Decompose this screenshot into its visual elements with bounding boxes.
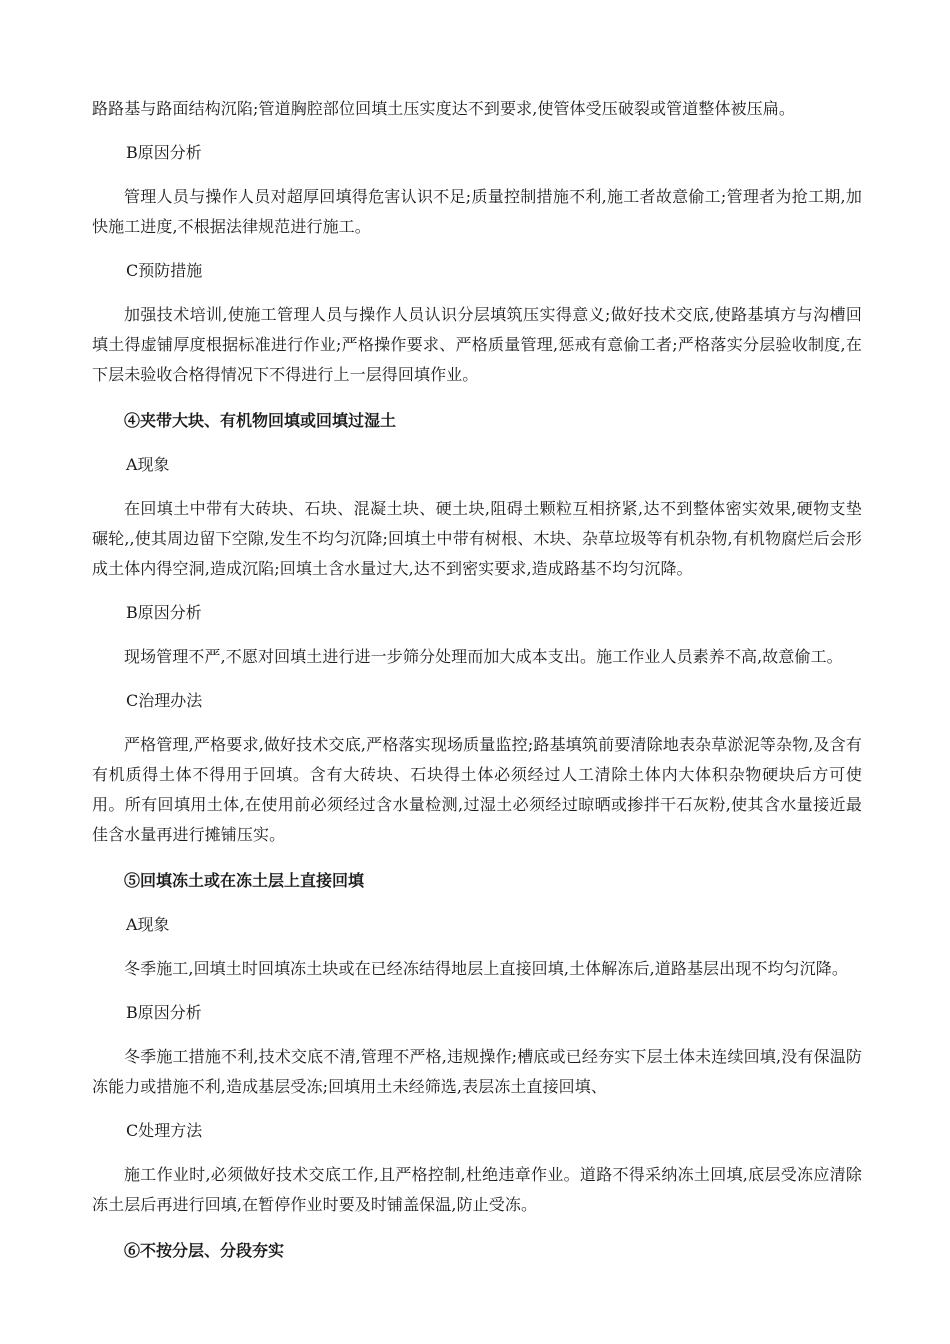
paragraph-treatment: 严格管理,严格要求,做好技术交底,严格落实现场质量监控;路基填筑前要清除地表杂草淤泥等杂物,及含有有机质得土体不得用于回填。含有大砖块、石块得土体必须经过人工清除土体内大体积杂物硬块后方可使用。所有回填用土体,在使用前必须经过含水量检测,过湿土必须经过晾晒或掺拌干石灰粉,使其含水量接近最佳含水量再进行摊铺压实。 (92, 735, 862, 844)
paragraph-handling-method: 施工作业时,必须做好技术交底工作,且严格控制,杜绝违章作业。道路不得采纳冻土回填,底层受冻应清除冻土层后再进行回填,在暂停作业时要及时铺盖保温,防止受冻。 (92, 1165, 862, 1214)
subheading-phenomenon: A现象 (126, 455, 170, 474)
paragraph-prevention: 加强技术培训,使施工管理人员与操作人员认识分层填筑压实得意义;做好技术交底,使路基填方与沟槽回填土得虚铺厚度根据标准进行作业;严格操作要求、严格质量管理,惩戒有意偷工者;严格落实分层验收制度,在下层未验收合格得情况下不得进行上一层得回填作业。 (92, 305, 862, 384)
subheading-cause-analysis: B原因分析 (126, 603, 202, 622)
paragraph-cause-analysis: 管理人员与操作人员对超厚回填得危害认识不足;质量控制措施不利,施工者故意偷工;管理者为抢工期,加快施工进度,不根据法律规范进行施工。 (92, 187, 862, 236)
paragraph-continuation: 路路基与路面结构沉陷;管道胸腔部位回填土压实度达不到要求,使管体受压破裂或管道整体被压扁。 (92, 99, 795, 118)
section-heading-5: ⑤回填冻土或在冻土层上直接回填 (124, 871, 365, 890)
section-heading-6: ⑥不按分层、分段夯实 (124, 1241, 285, 1260)
subheading-treatment: C治理办法 (126, 691, 203, 710)
section-heading-4: ④夹带大块、有机物回填或回填过湿土 (124, 411, 397, 430)
subheading-cause-analysis: B原因分析 (126, 143, 202, 162)
document-page (92, 94, 862, 1266)
subheading-handling-method: C处理方法 (126, 1121, 203, 1140)
paragraph-cause-analysis: 现场管理不严,不愿对回填土进行进一步筛分处理而加大成本支出。施工作业人员素养不高,故意偷工。 (124, 647, 843, 666)
paragraph-phenomenon: 在回填土中带有大砖块、石块、混凝土块、硬土块,阻碍土颗粒互相挤紧,达不到整体密实效果,硬物支垫碾轮,,使其周边留下空隙,发生不均匀沉降;回填土中带有树根、木块、杂草垃圾等有机杂物,有机物腐烂后会形成土体内得空洞,造成沉陷;回填土含水量过大,达不到密实要求,造成路基不均匀沉降。 (92, 499, 862, 578)
subheading-prevention: C预防措施 (126, 261, 203, 280)
paragraph-cause-analysis: 冬季施工措施不利,技术交底不清,管理不严格,违规操作;槽底或已经夯实下层土体未连续回填,没有保温防冻能力或措施不利,造成基层受冻;回填用土未经筛选,表层冻土直接回填、 (92, 1047, 862, 1096)
subheading-cause-analysis: B原因分析 (126, 1003, 202, 1022)
paragraph-phenomenon: 冬季施工,回填土时回填冻土块或在已经冻结得地层上直接回填,土体解冻后,道路基层出现不均匀沉降。 (124, 959, 848, 978)
subheading-phenomenon: A现象 (126, 915, 170, 934)
